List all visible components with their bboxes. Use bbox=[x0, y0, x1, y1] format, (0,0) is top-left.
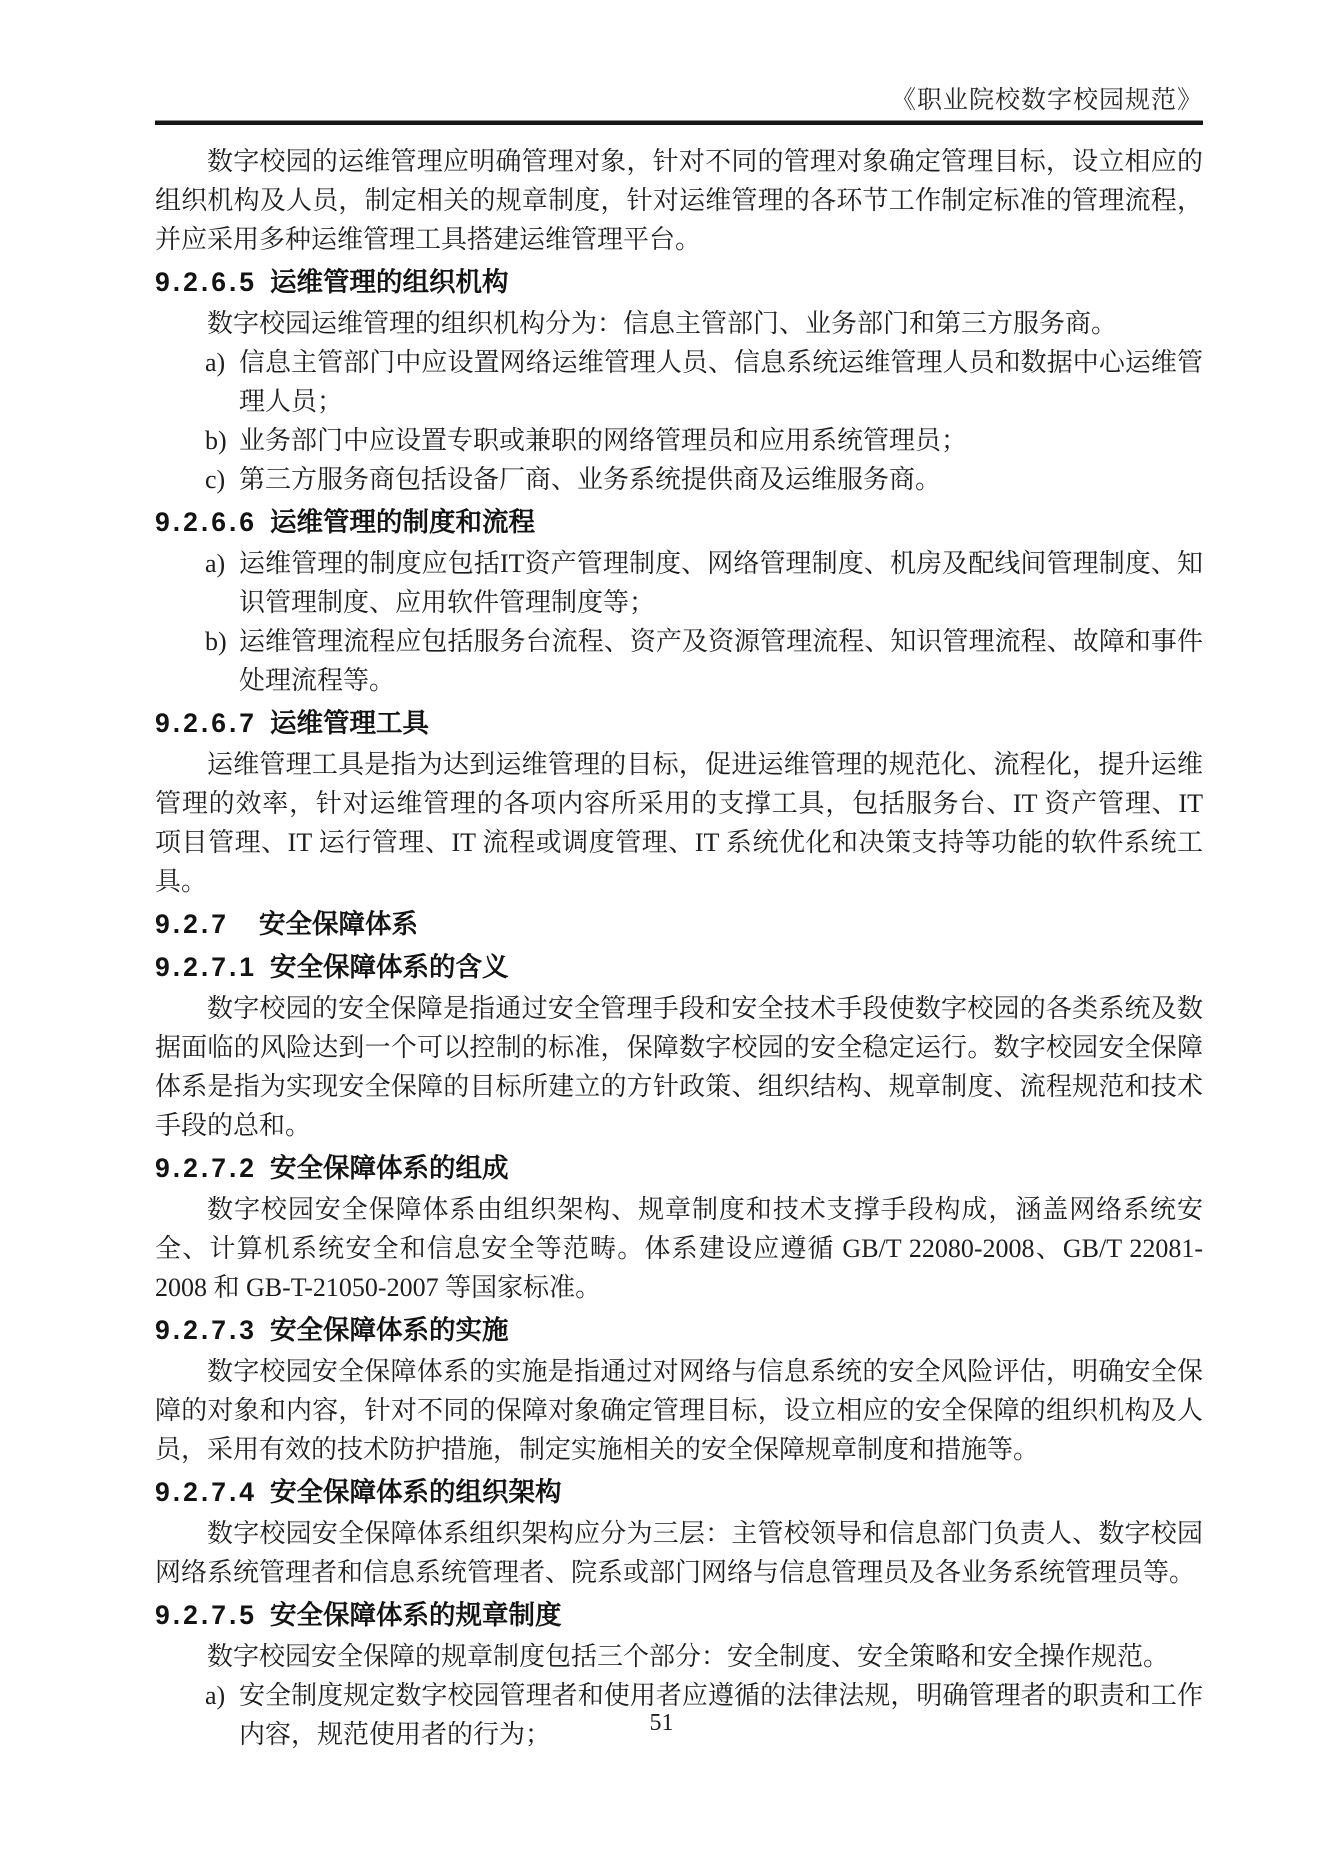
section-title: 安全保障体系的规章制度 bbox=[270, 1600, 562, 1630]
section-title: 安全保障体系的实施 bbox=[270, 1315, 509, 1345]
section-title: 安全保障体系的组织架构 bbox=[270, 1477, 562, 1507]
section-number: 9.2.6.6 bbox=[155, 507, 258, 537]
list-item bbox=[155, 544, 1203, 622]
list-marker: a) bbox=[205, 1681, 226, 1710]
section-number: 9.2.6.5 bbox=[155, 267, 258, 297]
paragraph: 数字校园安全保障体系组织架构应分为三层：主管校领导和信息部门负责人、数字校园网络系统管理者和信息系统管理者、院系或部门网络与信息管理员及各业务系统管理员等。 bbox=[155, 1519, 1203, 1587]
section-number: 9.2.7.2 bbox=[155, 1153, 258, 1183]
section-number: 9.2.7.1 bbox=[155, 952, 258, 982]
section-title: 运维管理的制度和流程 bbox=[270, 507, 536, 537]
paragraph: 数字校园运维管理的组织机构分为：信息主管部门、业务部门和第三方服务商。 bbox=[207, 309, 1118, 338]
page-footer bbox=[0, 1710, 1323, 1737]
section-number: 9.2.7.4 bbox=[155, 1477, 258, 1507]
section-title: 运维管理工具 bbox=[270, 708, 430, 738]
list-item-text: 安全制度规定数字校园管理者和使用者应遵循的法律法规，明确管理者的职责和工作内容，规范使用者的行为； bbox=[239, 1681, 1203, 1749]
section-number: 9.2.7.3 bbox=[155, 1315, 258, 1345]
section-title: 运维管理的组织机构 bbox=[270, 267, 509, 297]
list-item bbox=[155, 421, 1203, 460]
list-marker: b) bbox=[205, 627, 227, 656]
header-rule bbox=[155, 120, 1203, 125]
section-number: 9.2.6.7 bbox=[155, 708, 258, 738]
list-item bbox=[155, 622, 1203, 700]
paragraph: 数字校园安全保障体系的实施是指通过对网络与信息系统的安全风险评估，明确安全保障的对象和内容，针对不同的保障对象确定管理目标，设立相应的安全保障的组织机构及人员，采用有效的技术防护措施，制定实施相关的安全保障规章制度和措施等。 bbox=[155, 1357, 1203, 1464]
paragraph: 数字校园安全保障的规章制度包括三个部分：安全制度、安全策略和安全操作规范。 bbox=[207, 1642, 1170, 1671]
list-item bbox=[155, 343, 1203, 421]
section-heading-9274 bbox=[155, 1473, 1203, 1512]
section-number: 9.2.7.5 bbox=[155, 1600, 258, 1630]
section-heading-927 bbox=[155, 905, 1203, 944]
section-heading-9273 bbox=[155, 1311, 1203, 1350]
list-marker: b) bbox=[205, 426, 227, 455]
section-number: 9.2.7 bbox=[155, 909, 229, 939]
page-number: 51 bbox=[649, 1710, 674, 1736]
paragraph: 数字校园安全保障体系由组织架构、规章制度和技术支撑手段构成，涵盖网络系统安全、计算机系统安全和信息安全等范畴。体系建设应遵循 GB/T 22080-2008、GB/T 22081-2008 和 GB-T-21050-2007 等国家标准。 bbox=[155, 1195, 1203, 1302]
list-marker: c) bbox=[205, 465, 226, 494]
paragraph: 数字校园的运维管理应明确管理对象，针对不同的管理对象确定管理目标，设立相应的组织机构及人员，制定相关的规章制度，针对运维管理的各环节工作制定标准的管理流程，并应采用多种运维管理工具搭建运维管理平台。 bbox=[155, 147, 1203, 254]
section-heading-9275 bbox=[155, 1596, 1203, 1635]
section-heading-9272 bbox=[155, 1149, 1203, 1188]
section-title: 安全保障体系 bbox=[258, 909, 418, 939]
list-item bbox=[155, 460, 1203, 499]
page-header bbox=[155, 0, 1203, 125]
list-item-text: 第三方服务商包括设备厂商、业务系统提供商及运维服务商。 bbox=[239, 465, 942, 494]
page-content bbox=[155, 0, 1203, 1754]
section-heading-9265 bbox=[155, 263, 1203, 302]
document-body bbox=[155, 142, 1203, 1754]
paragraph: 数字校园的安全保障是指通过安全管理手段和安全技术手段使数字校园的各类系统及数据面临的风险达到一个可以控制的标准，保障数字校园的安全稳定运行。数字校园安全保障体系是指为实现安全保障的目标所建立的方针政策、组织结构、规章制度、流程规范和技术手段的总和。 bbox=[155, 994, 1203, 1140]
section-title: 安全保障体系的含义 bbox=[270, 952, 509, 982]
document-title: 《职业院校数字校园规范》 bbox=[890, 87, 1203, 114]
list-marker: a) bbox=[205, 549, 226, 578]
section-heading-9266 bbox=[155, 503, 1203, 542]
list-item-text: 运维管理的制度应包括IT资产管理制度、网络管理制度、机房及配线间管理制度、知识管理制度、应用软件管理制度等； bbox=[239, 549, 1203, 617]
paragraph: 运维管理工具是指为达到运维管理的目标，促进运维管理的规范化、流程化，提升运维管理的效率，针对运维管理的各项内容所采用的支撑工具，包括服务台、IT 资产管理、IT 项目管理、IT 运行管理、IT 流程或调度管理、IT 系统优化和决策支持等功能的软件系统工具。 bbox=[155, 750, 1203, 896]
section-title: 安全保障体系的组成 bbox=[270, 1153, 509, 1183]
list-item-text: 运维管理流程应包括服务台流程、资产及资源管理流程、知识管理流程、故障和事件处理流程等。 bbox=[239, 627, 1203, 695]
list-item-text: 信息主管部门中应设置网络运维管理人员、信息系统运维管理人员和数据中心运维管理人员； bbox=[239, 348, 1203, 416]
list-item-text: 业务部门中应设置专职或兼职的网络管理员和应用系统管理员； bbox=[239, 426, 968, 455]
section-heading-9271 bbox=[155, 948, 1203, 987]
section-heading-9267 bbox=[155, 704, 1203, 743]
list-marker: a) bbox=[205, 348, 226, 377]
